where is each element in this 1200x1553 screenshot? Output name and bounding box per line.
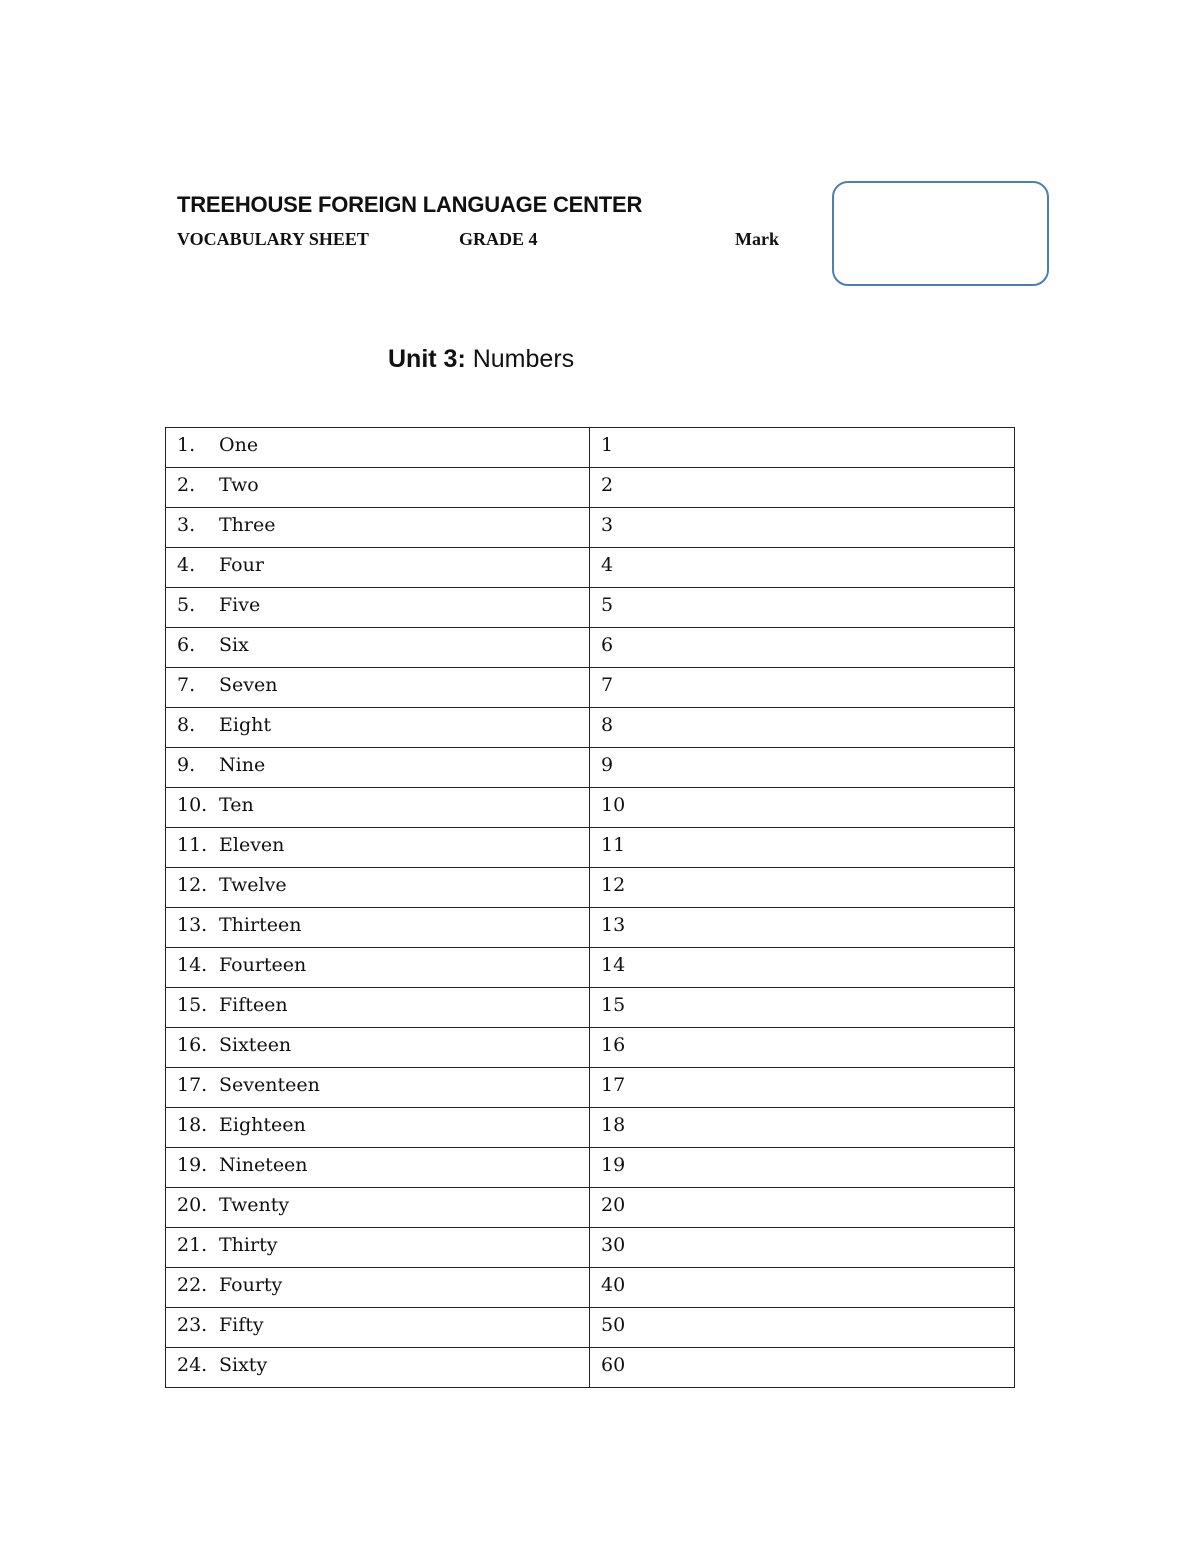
number-word: Six bbox=[219, 633, 249, 656]
word-cell bbox=[166, 548, 590, 588]
item-number: 5. bbox=[177, 593, 196, 616]
word-cell bbox=[166, 908, 590, 948]
item-number: 1. bbox=[177, 433, 196, 456]
word-cell bbox=[166, 1268, 590, 1308]
numeral-cell: 4 bbox=[590, 548, 1015, 588]
item-number: 10. bbox=[177, 793, 208, 816]
numeral-cell: 12 bbox=[590, 868, 1015, 908]
word-cell bbox=[166, 1228, 590, 1268]
item-number: 11. bbox=[177, 833, 208, 856]
unit-heading bbox=[388, 345, 574, 374]
numeral-cell: 19 bbox=[590, 1148, 1015, 1188]
number-word: Eight bbox=[219, 713, 271, 736]
table-row bbox=[166, 788, 1015, 828]
number-word: Sixty bbox=[219, 1353, 268, 1376]
table-row bbox=[166, 1188, 1015, 1228]
number-word: Fourteen bbox=[219, 953, 307, 976]
numeral-cell: 7 bbox=[590, 668, 1015, 708]
number-word: Eleven bbox=[219, 833, 285, 856]
numeral-cell: 8 bbox=[590, 708, 1015, 748]
item-number: 17. bbox=[177, 1073, 208, 1096]
vocabulary-table-body bbox=[166, 428, 1015, 1388]
item-number: 24. bbox=[177, 1353, 208, 1376]
item-number: 20. bbox=[177, 1193, 208, 1216]
number-word: Twenty bbox=[219, 1193, 290, 1216]
table-row bbox=[166, 1068, 1015, 1108]
number-word: Nineteen bbox=[219, 1153, 308, 1176]
numeral-cell: 2 bbox=[590, 468, 1015, 508]
word-cell bbox=[166, 1108, 590, 1148]
item-number: 21. bbox=[177, 1233, 208, 1256]
numeral-cell: 40 bbox=[590, 1268, 1015, 1308]
word-cell bbox=[166, 828, 590, 868]
item-number: 13. bbox=[177, 913, 208, 936]
numeral-cell: 14 bbox=[590, 948, 1015, 988]
table-row bbox=[166, 828, 1015, 868]
mark-box[interactable] bbox=[832, 181, 1049, 286]
number-word: One bbox=[219, 433, 259, 456]
numeral-cell: 9 bbox=[590, 748, 1015, 788]
table-row bbox=[166, 1028, 1015, 1068]
numeral-cell: 6 bbox=[590, 628, 1015, 668]
number-word: Three bbox=[219, 513, 276, 536]
number-word: Five bbox=[219, 593, 261, 616]
table-row bbox=[166, 468, 1015, 508]
item-number: 12. bbox=[177, 873, 208, 896]
number-word: Thirty bbox=[219, 1233, 278, 1256]
number-word: Two bbox=[219, 473, 259, 496]
school-name: TREEHOUSE FOREIGN LANGUAGE CENTER bbox=[177, 192, 643, 217]
word-cell bbox=[166, 1308, 590, 1348]
table-row bbox=[166, 708, 1015, 748]
grade-label: GRADE 4 bbox=[459, 229, 538, 249]
table-row bbox=[166, 988, 1015, 1028]
word-cell bbox=[166, 668, 590, 708]
word-cell bbox=[166, 628, 590, 668]
numeral-cell: 50 bbox=[590, 1308, 1015, 1348]
numeral-cell: 30 bbox=[590, 1228, 1015, 1268]
word-cell bbox=[166, 508, 590, 548]
numeral-cell: 15 bbox=[590, 988, 1015, 1028]
number-word: Fifteen bbox=[219, 993, 288, 1016]
table-row bbox=[166, 628, 1015, 668]
number-word: Seventeen bbox=[219, 1073, 320, 1096]
item-number: 6. bbox=[177, 633, 196, 656]
table-row bbox=[166, 908, 1015, 948]
item-number: 7. bbox=[177, 673, 196, 696]
word-cell bbox=[166, 948, 590, 988]
sheet-type-label: VOCABULARY SHEET bbox=[177, 229, 369, 249]
numeral-cell: 20 bbox=[590, 1188, 1015, 1228]
word-cell bbox=[166, 988, 590, 1028]
word-cell bbox=[166, 748, 590, 788]
number-word: Four bbox=[219, 553, 264, 576]
number-word: Seven bbox=[219, 673, 278, 696]
word-cell bbox=[166, 468, 590, 508]
number-word: Ten bbox=[219, 793, 254, 816]
table-row bbox=[166, 948, 1015, 988]
numeral-cell: 11 bbox=[590, 828, 1015, 868]
word-cell bbox=[166, 1148, 590, 1188]
word-cell bbox=[166, 588, 590, 628]
item-number: 3. bbox=[177, 513, 196, 536]
item-number: 8. bbox=[177, 713, 196, 736]
item-number: 18. bbox=[177, 1113, 208, 1136]
number-word: Fourty bbox=[219, 1273, 283, 1296]
word-cell bbox=[166, 868, 590, 908]
vocabulary-table bbox=[165, 427, 1015, 1388]
numeral-cell: 17 bbox=[590, 1068, 1015, 1108]
item-number: 14. bbox=[177, 953, 208, 976]
unit-topic: Numbers bbox=[465, 345, 575, 373]
table-row bbox=[166, 748, 1015, 788]
item-number: 15. bbox=[177, 993, 208, 1016]
table-row bbox=[166, 508, 1015, 548]
word-cell bbox=[166, 1188, 590, 1228]
table-row bbox=[166, 668, 1015, 708]
numeral-cell: 10 bbox=[590, 788, 1015, 828]
item-number: 4. bbox=[177, 553, 196, 576]
numeral-cell: 5 bbox=[590, 588, 1015, 628]
word-cell bbox=[166, 708, 590, 748]
table-row bbox=[166, 868, 1015, 908]
word-cell bbox=[166, 428, 590, 468]
item-number: 19. bbox=[177, 1153, 208, 1176]
word-cell bbox=[166, 1348, 590, 1388]
item-number: 9. bbox=[177, 753, 196, 776]
numeral-cell: 60 bbox=[590, 1348, 1015, 1388]
table-row bbox=[166, 1348, 1015, 1388]
number-word: Sixteen bbox=[219, 1033, 292, 1056]
mark-label: Mark bbox=[735, 229, 779, 249]
table-row bbox=[166, 548, 1015, 588]
word-cell bbox=[166, 788, 590, 828]
number-word: Eighteen bbox=[219, 1113, 306, 1136]
numeral-cell: 1 bbox=[590, 428, 1015, 468]
item-number: 16. bbox=[177, 1033, 208, 1056]
item-number: 22. bbox=[177, 1273, 208, 1296]
table-row bbox=[166, 428, 1015, 468]
table-row bbox=[166, 1308, 1015, 1348]
unit-number: Unit 3: bbox=[388, 345, 466, 373]
number-word: Thirteen bbox=[219, 913, 302, 936]
numeral-cell: 13 bbox=[590, 908, 1015, 948]
table-row bbox=[166, 1148, 1015, 1188]
word-cell bbox=[166, 1068, 590, 1108]
table-row bbox=[166, 1268, 1015, 1308]
item-number: 23. bbox=[177, 1313, 208, 1336]
word-cell bbox=[166, 1028, 590, 1068]
number-word: Fifty bbox=[219, 1313, 264, 1336]
table-row bbox=[166, 1108, 1015, 1148]
number-word: Twelve bbox=[219, 873, 287, 896]
number-word: Nine bbox=[219, 753, 266, 776]
numeral-cell: 16 bbox=[590, 1028, 1015, 1068]
item-number: 2. bbox=[177, 473, 196, 496]
numeral-cell: 3 bbox=[590, 508, 1015, 548]
table-row bbox=[166, 588, 1015, 628]
table-row bbox=[166, 1228, 1015, 1268]
numeral-cell: 18 bbox=[590, 1108, 1015, 1148]
